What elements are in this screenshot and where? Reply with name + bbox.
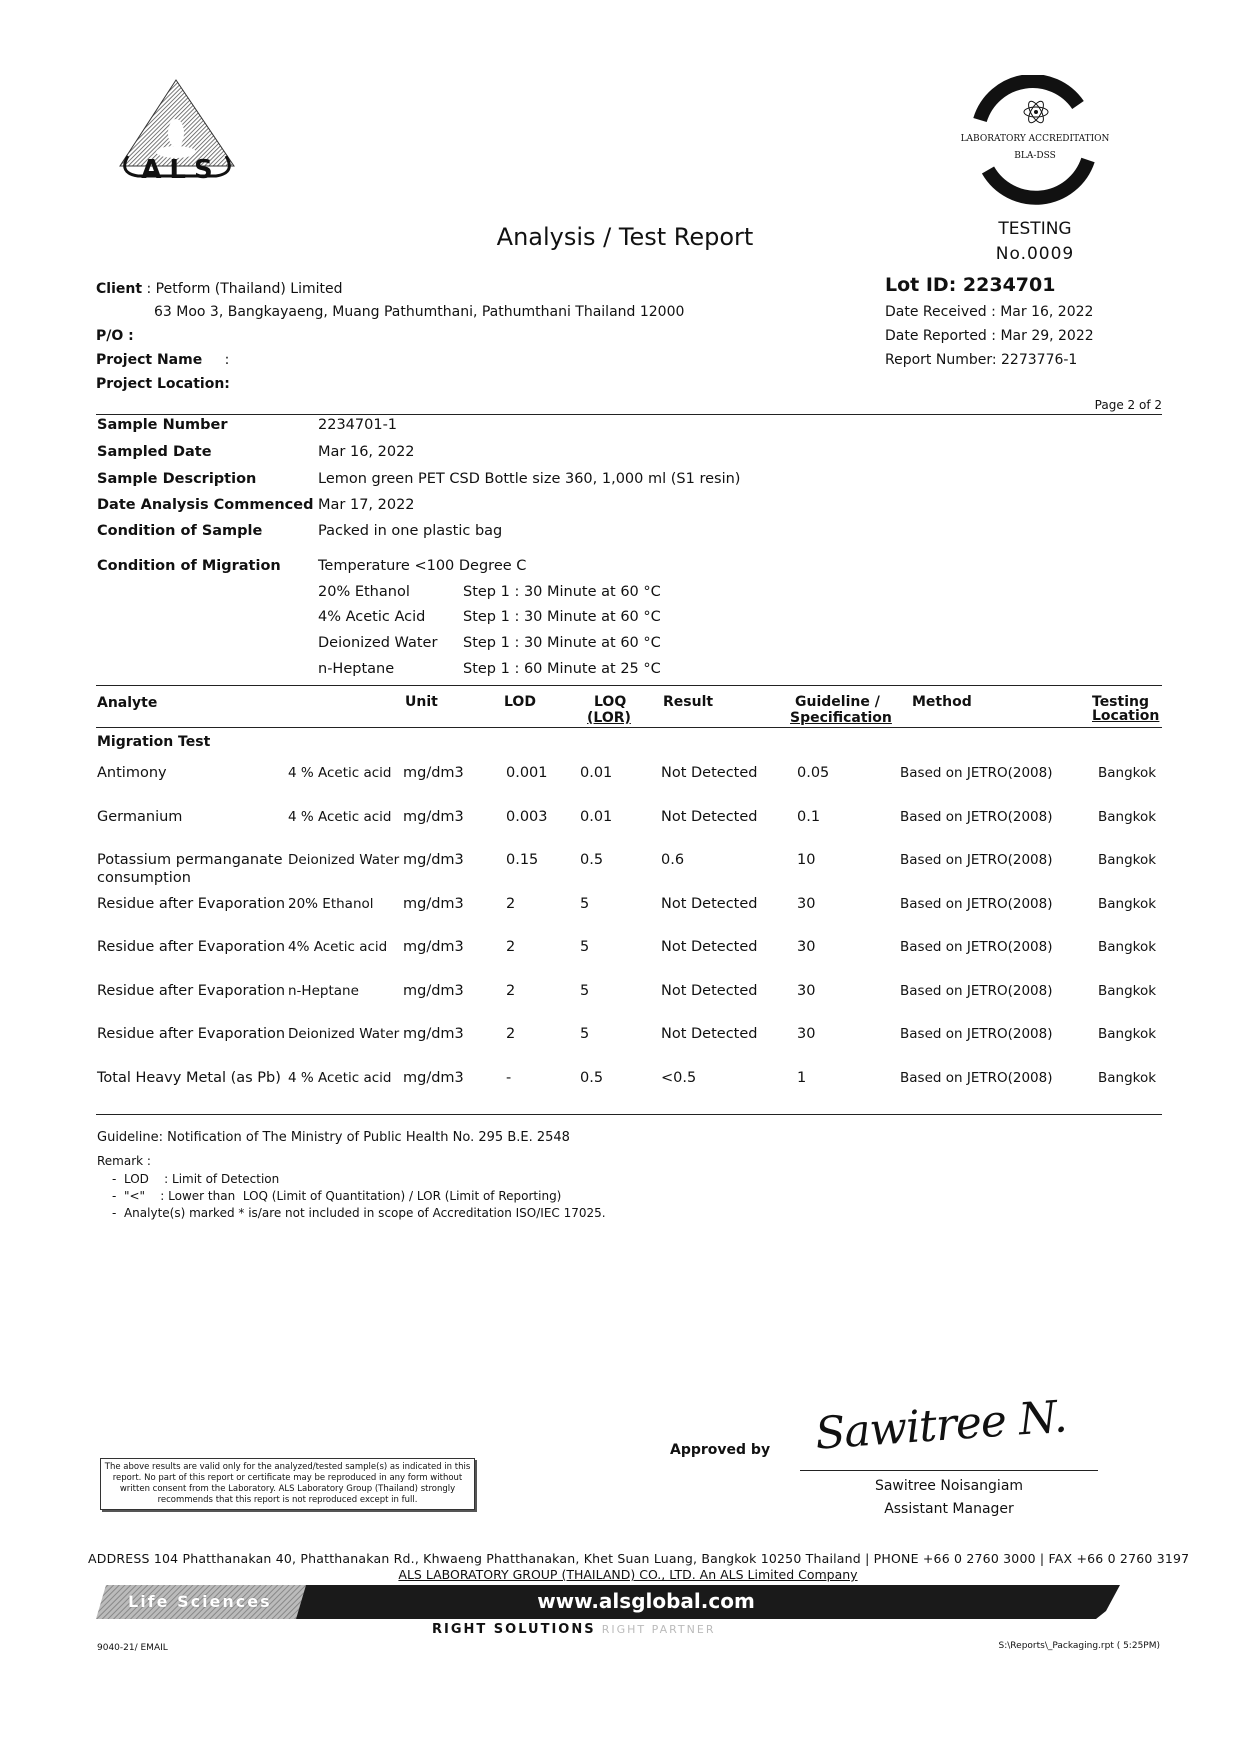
cell-guideline: 0.1 <box>797 808 821 825</box>
signature: Sawitree N. <box>813 1391 1069 1460</box>
client-line: Client : Petform (Thailand) Limited <box>96 281 343 297</box>
cell-result: Not Detected <box>661 1026 758 1042</box>
sample-field-value: Mar 16, 2022 <box>318 444 415 460</box>
migration-temperature: Temperature <100 Degree C <box>318 558 527 574</box>
accreditation-line2: BLA-DSS <box>1014 151 1056 161</box>
remark-item: - Analyte(s) marked * is/are not included in scope of Accreditation ISO/IEC 17025. <box>112 1206 606 1220</box>
cell-loq: 5 <box>580 1026 590 1042</box>
cell-method: Based on JETRO(2008) <box>900 895 1053 912</box>
banner-website: www.alsglobal.com <box>537 1589 755 1613</box>
cell-analyte: Germanium <box>97 808 183 825</box>
footer-tagline <box>432 1622 715 1637</box>
remark-item: - LOD : Limit of Detection <box>112 1172 280 1186</box>
cell-unit: mg/dm3 <box>403 1069 464 1086</box>
cell-result: Not Detected <box>661 982 758 999</box>
accreditation-number: No.0009 <box>995 244 1075 264</box>
sample-field-label: Date Analysis Commenced <box>97 497 314 513</box>
date-received-label: Date Received <box>885 304 987 320</box>
page-number: Page 2 of 2 <box>1094 398 1162 412</box>
client-label: Client <box>96 281 143 297</box>
cell-guideline: 30 <box>797 982 816 999</box>
cell-loq: 0.5 <box>580 852 604 868</box>
cell-loq: 0.01 <box>580 765 613 781</box>
cell-simulant: Deionized Water <box>288 1026 400 1042</box>
cell-unit: mg/dm3 <box>403 808 464 825</box>
cell-method: Based on JETRO(2008) <box>900 808 1053 825</box>
cell-result: Not Detected <box>661 808 758 825</box>
remark-item: - "<" : Lower than LOQ (Limit of Quantitation) / LOR (Limit of Reporting) <box>112 1189 562 1203</box>
cell-unit: mg/dm3 <box>403 1026 464 1042</box>
cell-result: 0.6 <box>661 852 685 868</box>
cell-lod: 0.003 <box>506 808 548 825</box>
project-name-label: Project Name <box>96 352 203 368</box>
cell-method: Based on JETRO(2008) <box>900 765 1053 781</box>
migration-label: Condition of Migration <box>97 558 281 574</box>
cell-location: Bangkok <box>1098 895 1157 912</box>
po-label: P/O : <box>96 328 134 344</box>
project-location-label: Project Location: <box>96 376 230 392</box>
logo-text: ALS <box>141 155 221 185</box>
guideline-note: Guideline: Notification of The Ministry of Public Health No. 295 B.E. 2548 <box>97 1130 570 1145</box>
accreditation-testing: TESTING <box>998 219 1072 239</box>
migration-step: Step 1 : 30 Minute at 60 °C <box>463 609 661 625</box>
table-row <box>0 939 1240 979</box>
date-reported: : Mar 29, 2022 <box>991 328 1094 344</box>
sample-field-label: Sample Description <box>97 471 257 487</box>
cell-loq: 0.5 <box>580 1069 604 1086</box>
cell-location: Bangkok <box>1098 982 1157 999</box>
date-received: : Mar 16, 2022 <box>991 304 1094 320</box>
cell-lod: 2 <box>506 1026 516 1042</box>
sample-field-label: Sample Number <box>97 417 228 433</box>
cell-method: Based on JETRO(2008) <box>900 939 1053 955</box>
date-reported-line <box>885 328 1094 344</box>
cell-analyte: Residue after Evaporation <box>97 895 286 912</box>
signature-line <box>800 1470 1098 1471</box>
lot-id-line <box>885 274 1055 296</box>
header-lor: (LOR) <box>587 710 631 726</box>
report-title: Analysis / Test Report <box>496 223 754 251</box>
cell-simulant: n-Heptane <box>288 982 359 999</box>
cell-unit: mg/dm3 <box>403 939 464 955</box>
section-migration-test: Migration Test <box>97 734 211 750</box>
cell-analyte: Total Heavy Metal (as Pb) <box>97 1069 281 1086</box>
lot-id: 2234701 <box>962 274 1056 296</box>
divider-table-top <box>96 685 1162 686</box>
table-row <box>0 852 1240 892</box>
cell-method: Based on JETRO(2008) <box>900 852 1053 868</box>
cell-guideline: 10 <box>797 852 816 868</box>
cell-loq: 5 <box>580 895 590 912</box>
report-number: : 2273776-1 <box>991 352 1078 368</box>
sample-field-value: Mar 17, 2022 <box>318 497 415 513</box>
table-row <box>0 983 1240 1023</box>
cell-simulant: 4% Acetic acid <box>288 939 388 955</box>
cell-lod: 2 <box>506 939 516 955</box>
cell-simulant: 4 % Acetic acid <box>288 765 392 781</box>
header-unit: Unit <box>405 694 438 710</box>
cell-unit: mg/dm3 <box>403 982 464 999</box>
client-address: 63 Moo 3, Bangkayaeng, Muang Pathumthani, Pathumthani Thailand 12000 <box>154 304 685 320</box>
cell-location: Bangkok <box>1098 852 1157 868</box>
tagline-right-solutions: RIGHT SOLUTIONS <box>432 1622 596 1637</box>
remark-label: Remark : <box>97 1154 151 1168</box>
divider-table-bottom <box>96 1114 1162 1115</box>
approved-by-label: Approved by <box>670 1442 771 1458</box>
cell-result: <0.5 <box>661 1069 697 1086</box>
date-received-line <box>885 304 1093 320</box>
migration-simulant: n-Heptane <box>318 661 395 677</box>
date-reported-label: Date Reported <box>885 328 987 344</box>
table-row <box>0 809 1240 849</box>
cell-lod: 0.001 <box>506 765 548 781</box>
report-number-line <box>885 352 1077 368</box>
cell-location: Bangkok <box>1098 939 1157 955</box>
cell-guideline: 0.05 <box>797 765 830 781</box>
cell-lod: 2 <box>506 895 516 912</box>
cell-simulant: 4 % Acetic acid <box>288 808 392 825</box>
tagline-right-partner: RIGHT PARTNER <box>601 1623 716 1636</box>
footer-company: ALS LABORATORY GROUP (THAILAND) CO., LTD. An ALS Limited Company <box>398 1567 858 1582</box>
cell-unit: mg/dm3 <box>403 895 464 912</box>
sample-field-value: Lemon green PET CSD Bottle size 360, 1,000 ml (S1 resin) <box>318 471 741 487</box>
accreditation-line1: LABORATORY ACCREDITATION <box>960 134 1110 144</box>
cell-guideline: 30 <box>797 939 816 955</box>
client-name: Petform (Thailand) Limited <box>155 281 343 297</box>
cell-result: Not Detected <box>661 895 758 912</box>
migration-step: Step 1 : 30 Minute at 60 °C <box>463 584 661 600</box>
cell-location: Bangkok <box>1098 765 1157 781</box>
cell-guideline: 30 <box>797 1026 816 1042</box>
cell-lod: - <box>506 1069 512 1086</box>
table-row <box>0 765 1240 805</box>
lot-label: Lot ID: <box>885 274 957 296</box>
migration-simulant: 4% Acetic Acid <box>318 609 426 625</box>
approver-position: Assistant Manager <box>884 1501 1014 1517</box>
project-name-line: Project Name : <box>96 352 230 368</box>
cell-guideline: 1 <box>797 1069 807 1086</box>
migration-step: Step 1 : 30 Minute at 60 °C <box>463 635 661 651</box>
cell-analyte: Residue after Evaporation <box>97 982 286 999</box>
cell-result: Not Detected <box>661 765 758 781</box>
cell-unit: mg/dm3 <box>403 852 464 868</box>
header-analyte: Analyte <box>97 695 158 711</box>
migration-simulant: 20% Ethanol <box>318 584 410 600</box>
migration-simulant: Deionized Water <box>318 635 438 651</box>
cell-analyte: Residue after Evaporation <box>97 939 286 955</box>
cell-lod: 0.15 <box>506 852 539 868</box>
sample-field-value: Packed in one plastic bag <box>318 523 503 539</box>
cell-analyte: Potassium permanganate <box>97 852 283 868</box>
header-testing: Testing <box>1092 694 1149 710</box>
header-loq: LOQ <box>594 694 627 710</box>
cell-loq: 5 <box>580 982 590 999</box>
file-path: S:\Reports\_Packaging.rpt ( 5:25PM) <box>998 1641 1160 1651</box>
footer-banner <box>96 1585 1120 1619</box>
cell-method: Based on JETRO(2008) <box>900 982 1053 999</box>
header-guideline: Guideline / <box>795 694 880 710</box>
footer-address: ADDRESS 104 Phatthanakan 40, Phatthanakan Rd., Khwaeng Phatthanakan, Khet Suan Luang, Bangkok 10250 Thailand | PHONE +66 0 2760 3000 | FAX +66 0 2760 3197 <box>88 1551 1190 1566</box>
table-row <box>0 1070 1240 1110</box>
cell-method: Based on JETRO(2008) <box>900 1069 1053 1086</box>
cell-method: Based on JETRO(2008) <box>900 1026 1053 1042</box>
cell-location: Bangkok <box>1098 1026 1157 1042</box>
sample-field-label: Condition of Sample <box>97 523 263 539</box>
divider-header <box>96 727 1162 728</box>
header-result: Result <box>663 694 714 710</box>
table-row <box>0 896 1240 936</box>
cell-loq: 0.01 <box>580 808 613 825</box>
cell-location: Bangkok <box>1098 808 1157 825</box>
cell-loq: 5 <box>580 939 590 955</box>
cell-analyte: Antimony <box>97 765 167 781</box>
cell-analyte-line2: consumption <box>97 870 191 886</box>
cell-analyte: Residue after Evaporation <box>97 1026 286 1042</box>
cell-unit: mg/dm3 <box>403 765 464 781</box>
report-number-label: Report Number <box>885 352 992 368</box>
divider-top <box>96 414 1162 415</box>
form-code: 9040-21/ EMAIL <box>97 1643 168 1653</box>
banner-life-sciences: Life Sciences <box>128 1592 272 1611</box>
cell-guideline: 30 <box>797 895 816 912</box>
cell-location: Bangkok <box>1098 1069 1157 1086</box>
cell-simulant: Deionized Water <box>288 852 400 868</box>
cell-lod: 2 <box>506 982 516 999</box>
header-specification: Specification <box>790 710 892 726</box>
sample-field-value: 2234701-1 <box>318 417 398 433</box>
header-lod: LOD <box>504 694 536 710</box>
approver-name: Sawitree Noisangiam <box>874 1478 1024 1494</box>
cell-simulant: 4 % Acetic acid <box>288 1069 392 1086</box>
header-location: Location <box>1092 708 1160 724</box>
sample-field-label: Sampled Date <box>97 444 212 460</box>
migration-step: Step 1 : 60 Minute at 25 °C <box>463 661 661 677</box>
cell-result: Not Detected <box>661 939 758 955</box>
disclaimer-box: The above results are valid only for the analyzed/tested sample(s) as indicated in this report. No part of this report or certificate may be reproduced in any form without written consent from the Laboratory. ALS Laboratory Group (Thailand) strongly recommends that this report is not reproduced except in full. <box>100 1458 475 1510</box>
table-row <box>0 1026 1240 1066</box>
header-method: Method <box>912 694 972 710</box>
cell-simulant: 20% Ethanol <box>288 895 374 912</box>
